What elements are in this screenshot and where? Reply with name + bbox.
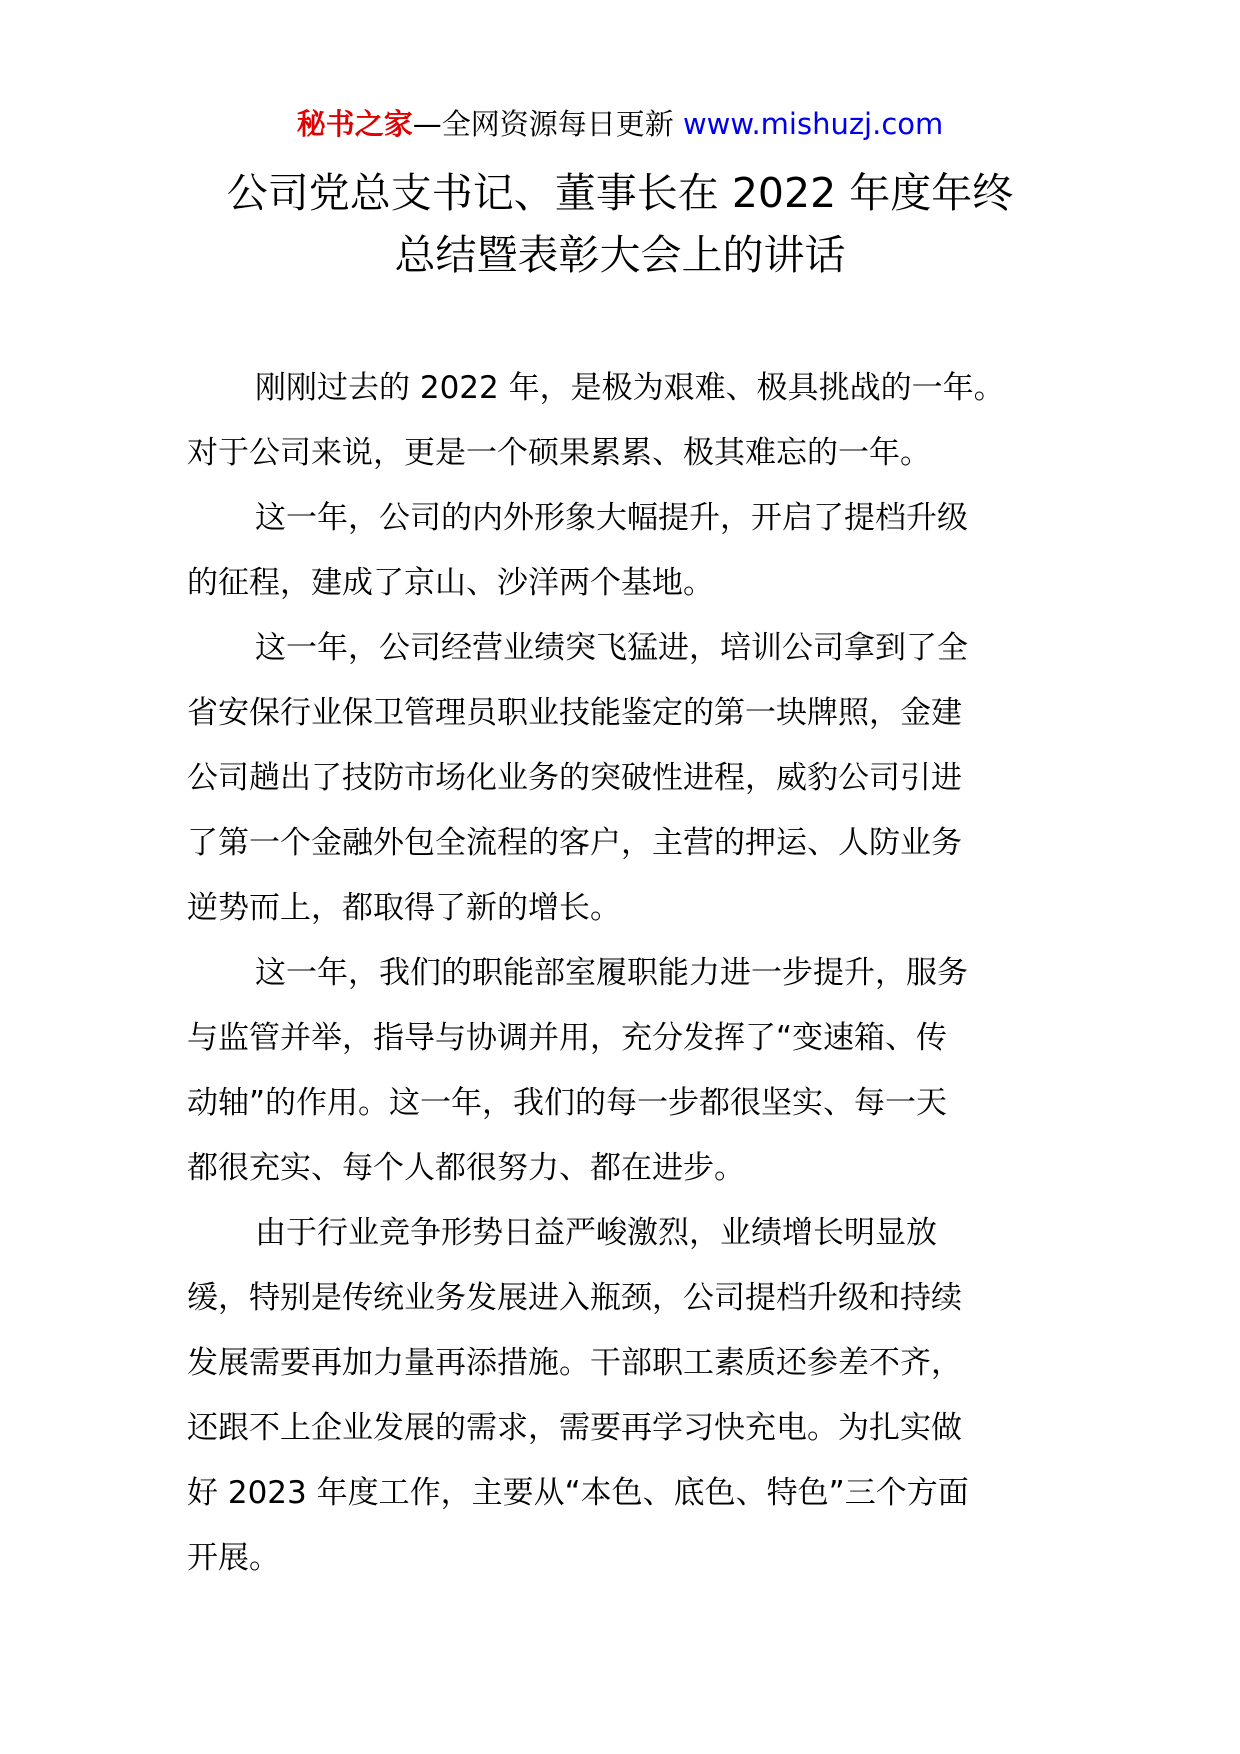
paragraph-3 bbox=[187, 616, 1053, 941]
paragraph-2 bbox=[187, 486, 1053, 616]
paragraph-line: 了第一个金融外包全流程的客户，主营的押运、人防业务 bbox=[187, 825, 962, 861]
paragraph-line: 好 2023 年度工作，主要从“本色、底色、特色”三个方面 bbox=[187, 1475, 969, 1511]
paragraph-line: 发展需要再加力量再添措施。干部职工素质还参差不齐， bbox=[187, 1345, 962, 1381]
paragraph-line: 公司趟出了技防市场化业务的突破性进程，威豹公司引进 bbox=[187, 760, 962, 796]
watermark-header bbox=[0, 104, 1240, 144]
paragraph-line: 这一年，公司的内外形象大幅提升，开启了提档升级 bbox=[255, 500, 968, 536]
paragraph-line: 刚刚过去的 2022 年，是极为艰难、极具挑战的一年。 bbox=[255, 370, 1005, 406]
paragraph-line: 省安保行业保卫管理员职业技能鉴定的第一块牌照，金建 bbox=[187, 695, 962, 731]
paragraph-line: 都很充实、每个人都很努力、都在进步。 bbox=[187, 1150, 745, 1186]
brand-name: 秘书之家 bbox=[296, 107, 413, 141]
paragraph-line: 对于公司来说，更是一个硕果累累、极其难忘的一年。 bbox=[187, 435, 931, 471]
paragraph-line: 开展。 bbox=[187, 1540, 280, 1576]
paragraph-4 bbox=[187, 941, 1053, 1201]
brand-slogan: —全网资源每日更新 bbox=[412, 107, 674, 141]
document-body bbox=[187, 356, 1053, 1591]
paragraph-line: 逆势而上，都取得了新的增长。 bbox=[187, 890, 621, 926]
paragraph-line: 这一年，公司经营业绩突飞猛进，培训公司拿到了全 bbox=[255, 630, 968, 666]
paragraph-line: 与监管并举，指导与协调并用，充分发挥了“变速箱、传 bbox=[187, 1020, 948, 1056]
paragraph-line: 还跟不上企业发展的需求，需要再学习快充电。为扎实做 bbox=[187, 1410, 962, 1446]
paragraph-line: 缓，特别是传统业务发展进入瓶颈，公司提档升级和持续 bbox=[187, 1280, 962, 1316]
document-title bbox=[180, 162, 1060, 286]
paragraph-line: 由于行业竞争形势日益严峻激烈，业绩增长明显放 bbox=[255, 1215, 937, 1251]
paragraph-5 bbox=[187, 1201, 1053, 1591]
title-line-1: 公司党总支书记、董事长在 2022 年度年终 bbox=[226, 169, 1014, 217]
paragraph-line: 动轴”的作用。这一年，我们的每一步都很坚实、每一天 bbox=[187, 1085, 948, 1121]
title-line-2: 总结暨表彰大会上的讲话 bbox=[394, 231, 846, 279]
paragraph-line: 这一年，我们的职能部室履职能力进一步提升，服务 bbox=[255, 955, 968, 991]
site-url-link[interactable]: www.mishuzj.com bbox=[682, 107, 944, 141]
paragraph-1 bbox=[187, 356, 1053, 486]
paragraph-line: 的征程，建成了京山、沙洋两个基地。 bbox=[187, 565, 714, 601]
